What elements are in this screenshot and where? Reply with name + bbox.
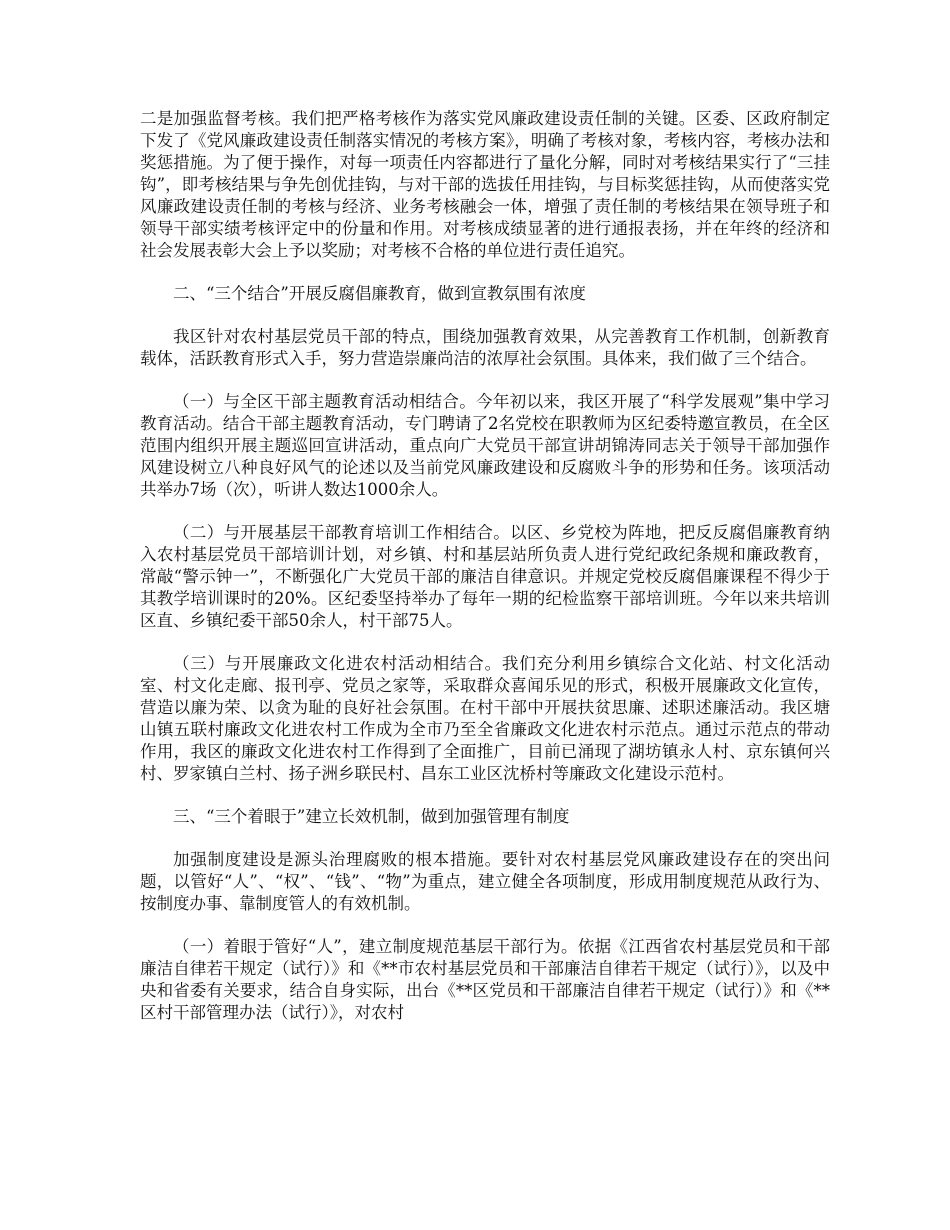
paragraph-system-intro: 加强制度建设是源头治理腐败的根本措施。要针对农村基层党风廉政建设存在的突出问题，以管好“人”、“权”、“钱”、“物”为重点，建立健全各项制度，形成用制度规范从政行为、按制度办事、靠制度管人的有效机制。	[140, 850, 830, 913]
paragraph-education-2: （二）与开展基层干部教育培训工作相结合。以区、乡党校为阵地，把反反腐倡廉教育纳入农村基层党员干部培训计划，对乡镇、村和基层站所负责人进行党纪政纪条规和廉政教育，常敲“警示钟一”，不断强化广大党员干部的廉洁自律意识。并规定党校反腐倡廉课程不得少于其教学培训课时的20%。区纪委坚持举办了每年一期的纪检监察干部培训班。今年以来共培训区直、乡镇纪委干部50余人，村干部75人。	[140, 523, 830, 630]
paragraph-education-3: （三）与开展廉政文化进农村活动相结合。我们充分利用乡镇综合文化站、村文化活动室、村文化走廊、报刊亭、党员之家等，采取群众喜闻乐见的形式，积极开展廉政文化宣传，营造以廉为荣、以贪为耻的良好社会氛围。在村干部中开展扶贫思廉、述职述廉活动。我区塘山镇五联村廉政文化进农村工作成为全市乃至全省廉政文化进农村示范点。通过示范点的带动作用，我区的廉政文化进农村工作得到了全面推广，目前已涌现了湖坊镇永人村、京东镇何兴村、罗家镇白兰村、扬子洲乡联民村、昌东工业区沈桥村等廉政文化建设示范村。	[140, 654, 830, 783]
paragraph-education-1: （一）与全区干部主题教育活动相结合。今年初以来，我区开展了“科学发展观”集中学习教育活动。结合干部主题教育活动，专门聘请了2名党校在职教师为区纪委特邀宣教员，在全区范围内组织开展主题巡回宣讲活动，重点向广大党员干部宣讲胡锦涛同志关于领导干部加强作风建设树立八种良好风气的论述以及当前党风廉政建设和反腐败斗争的形势和任务。该项活动共举办7场（次），听讲人数达1000余人。	[140, 392, 830, 499]
section-heading-3: 三、“三个着眼于”建立长效机制，做到加强管理有制度	[173, 807, 570, 826]
document-body	[140, 108, 830, 1045]
paragraph-education-intro: 我区针对农村基层党员干部的特点，围绕加强教育效果，从完善教育工作机制，创新教育载体，活跃教育形式入手，努力营造崇廉尚洁的浓厚社会氛围。具体来，我们做了三个结合。	[140, 327, 830, 368]
paragraph-supervision: 二是加强监督考核。我们把严格考核作为落实党风廉政建设责任制的关键。区委、区政府制定下发了《党风廉政建设责任制落实情况的考核方案》，明确了考核对象，考核内容，考核办法和奖惩措施。为了便于操作，对每一项责任内容都进行了量化分解，同时对考核结果实行了“三挂钩”，即考核结果与争先创优挂钩，与对干部的选拔任用挂钩，与目标奖惩挂钩，从而使落实党风廉政建设责任制的考核与经济、业务考核融会一体，增强了责任制的考核结果在领导班子和领导干部实绩考核评定中的份量和作用。对考核成绩显著的进行通报表扬，并在年终的经济和社会发展表彰大会上予以奖励；对考核不合格的单位进行责任追究。	[140, 109, 830, 260]
paragraph-system-1: （一）着眼于管好“人”，建立制度规范基层干部行为。依据《江西省农村基层党员和干部廉洁自律若干规定（试行）》和《**市农村基层党员和干部廉洁自律若干规定（试行）》，以及中央和省委有关要求，结合自身实际，出台《**区党员和干部廉洁自律若干规定（试行）》和《**区村干部管理办法（试行）》，对农村	[140, 937, 830, 1022]
section-heading-2: 二、“三个结合”开展反腐倡廉教育，做到宣教氛围有浓度	[173, 284, 586, 303]
